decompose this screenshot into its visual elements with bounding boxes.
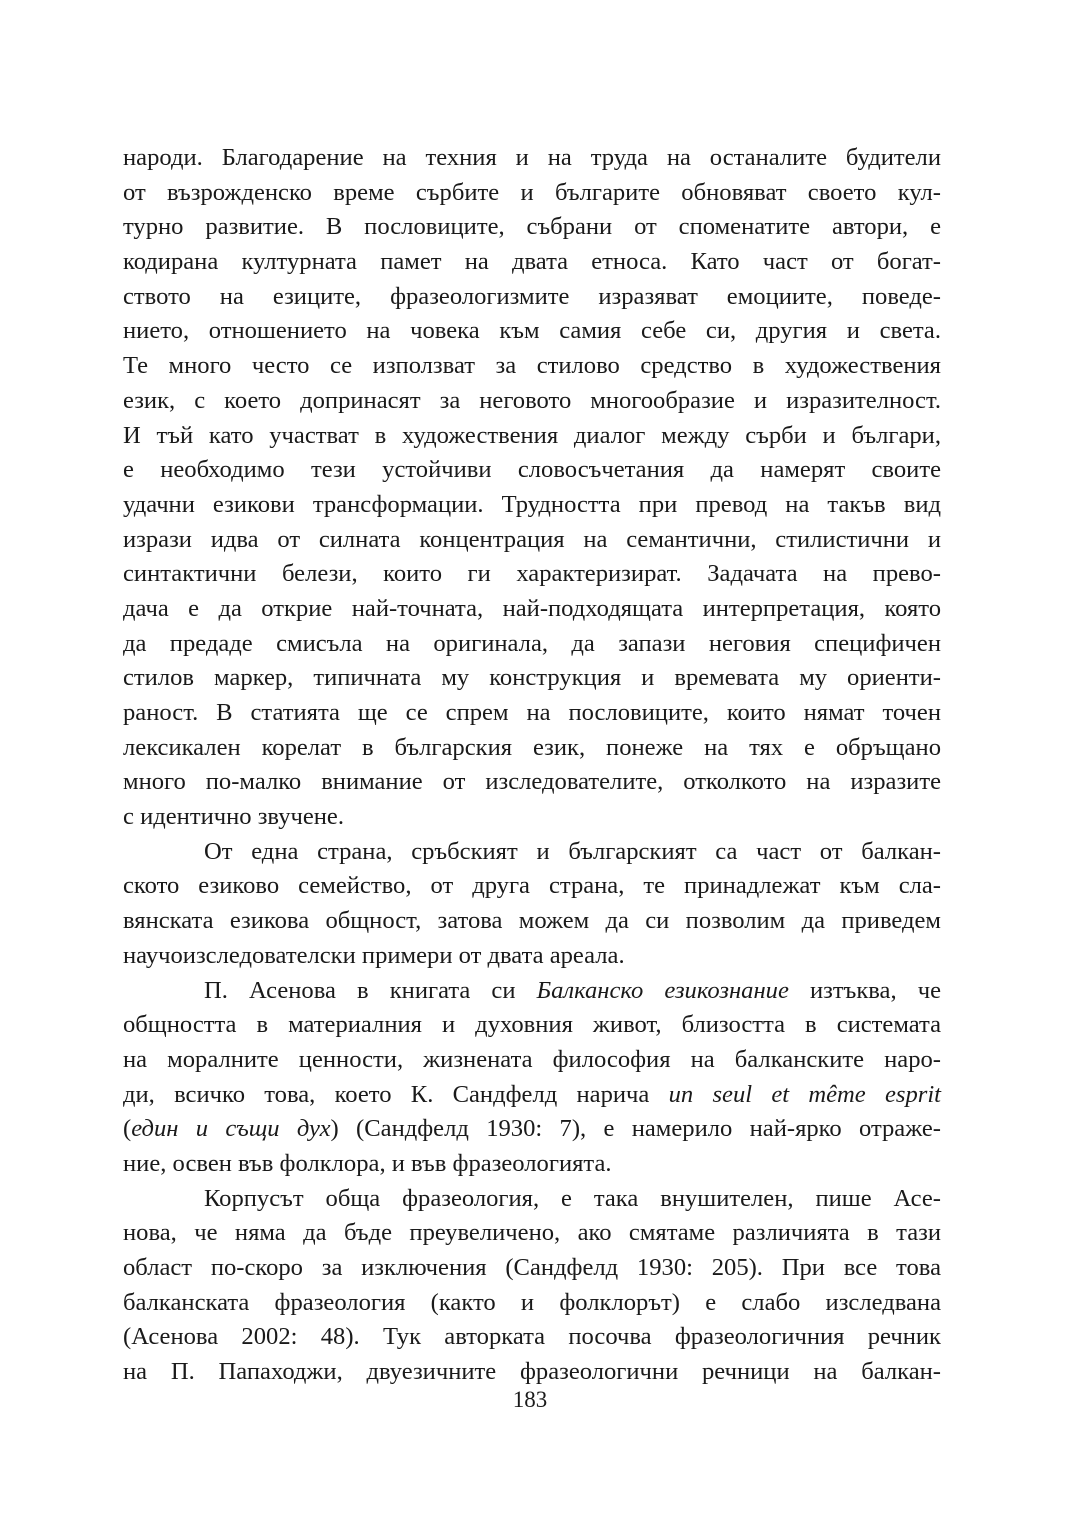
text-line [123,1216,941,1251]
text-segment: народи. Благодарение на техния и на труда на останалите будители [123,144,941,171]
body-text [123,141,941,1390]
text-segment: удачни езикови трансформации. Трудността при превод на такъв вид [123,490,941,518]
text-segment: балканската фразеология (както и фолклорът) е слабо изследвана [123,1288,941,1316]
text-segment: на П. Папаходжи, двуезичните фразеологични речници на балкан- [123,1358,941,1386]
text-line [123,696,941,731]
text-segment: турно развитие. В пословиците, събрани от споменатите автори, е [123,213,941,241]
text-line [123,765,941,800]
text-line [123,384,941,419]
text-segment: общността в материалния и духовния живот, близостта в системата [123,1011,941,1039]
text-line [123,488,941,523]
text-line [123,210,941,245]
text-segment: Корпусът обща фразеология, е така внушителен, пише Асе- [204,1184,941,1212]
text-segment: дача е да открие най-точната, най-подходящата интерпретация, която [123,594,941,622]
page-number: 183 [512,1387,548,1412]
text-segment: нието, отношението на човека към самия себе си, другия и света. [123,317,941,345]
text-line [123,869,941,904]
text-line [123,731,941,766]
text-segment: ството на езиците, фразеологизмите изразяват емоциите, поведе- [123,282,941,310]
text-line [123,800,941,835]
text-segment: И тъй като участват в художествения диалог между сърби и българи, [123,421,941,449]
text-line [123,141,941,176]
text-line [123,176,941,211]
text-segment: език, с което допринасят за неговото многообразие и изразителност. [123,386,941,414]
text-line [123,349,941,384]
text-segment: с идентично звучене. [123,803,344,831]
text-segment: е необходимо тези устойчиви словосъчетания да намерят своите [123,456,941,484]
text-line [123,280,941,315]
text-line [123,1112,941,1147]
text-line [123,1147,941,1182]
text-segment: на моралните ценности, жизнената философия на балканските наро- [123,1045,941,1073]
text-segment: да предаде смисъла на оригинала, да запази неговия специфичен [123,629,941,657]
text-segment: стилов маркер, типичната му конструкция и времевата му ориенти- [123,664,941,692]
text-segment: много по-малко внимание от изследователите, отколкото на изразите [123,768,941,796]
text-line [123,245,941,280]
text-segment: област по-скоро за изключения (Сандфелд 1930: 205). При все това [123,1254,941,1281]
text-segment: научоизследователски примери от двата ареала. [123,941,625,969]
text-segment: ди, всичко това, което К. Сандфелд нарича [123,1080,669,1108]
text-line [123,835,941,870]
text-segment: нова, че няма да бъде преувеличено, ако смятаме различията в тази [123,1219,941,1247]
text-line [123,974,941,1009]
text-segment: ското езиково семейство, от друга страна, те принадлежат към сла- [123,872,941,900]
text-line [123,1251,941,1286]
text-segment: раност. В статията ще се спрем на пословиците, които нямат точен [123,699,941,726]
text-segment: П. Асенова в книгата си [204,976,537,1004]
text-line [123,1043,941,1078]
text-segment: изтъква, че [788,976,941,1004]
text-line [123,627,941,662]
text-line [123,592,941,627]
text-line [123,523,941,558]
text-segment: кодирана културната памет на двата етноса. Като част от богат- [123,248,941,276]
text-line [123,314,941,349]
text-line [123,904,941,939]
text-line [123,661,941,696]
text-segment: ) (Сандфелд 1930: 7), е намерило най-ярко отраже- [330,1115,941,1143]
text-line [123,1078,941,1113]
text-segment: Те много често се използват за стилово средство в художествения [123,352,941,380]
text-segment: от възрожденско време сърбите и българите обновяват своето кул- [123,178,941,206]
text-segment: ( [123,1115,132,1143]
text-segment: От една страна, сръбският и българският са част от балкан- [204,837,941,865]
text-line [123,1008,941,1043]
italic-text: Балканско езикознание [536,976,789,1004]
text-segment: (Асенова 2002: 48). Тук авторката посочва фразеологичния речник [123,1323,941,1351]
text-line [123,419,941,454]
text-line [123,939,941,974]
text-line [123,1320,941,1355]
italic-text: един и същи дух [131,1115,331,1143]
text-line [123,1182,941,1217]
text-segment: лексикален корелат в българския език, понеже на тях е обръщано [123,733,941,761]
text-segment: вянската езикова общност, затова можем да си позволим да приведем [123,907,941,935]
text-line [123,1355,941,1390]
text-line [123,453,941,488]
text-line [123,557,941,592]
text-segment: ние, освен във фолклора, и във фразеологията. [123,1149,612,1177]
text-line [123,1286,941,1321]
text-segment: изрази идва от силната концентрация на семантични, стилистични и [123,525,941,553]
text-segment: синтактични белези, които ги характеризират. Задачата на прево- [123,560,941,588]
italic-text: un seul et même esprit [668,1080,941,1108]
